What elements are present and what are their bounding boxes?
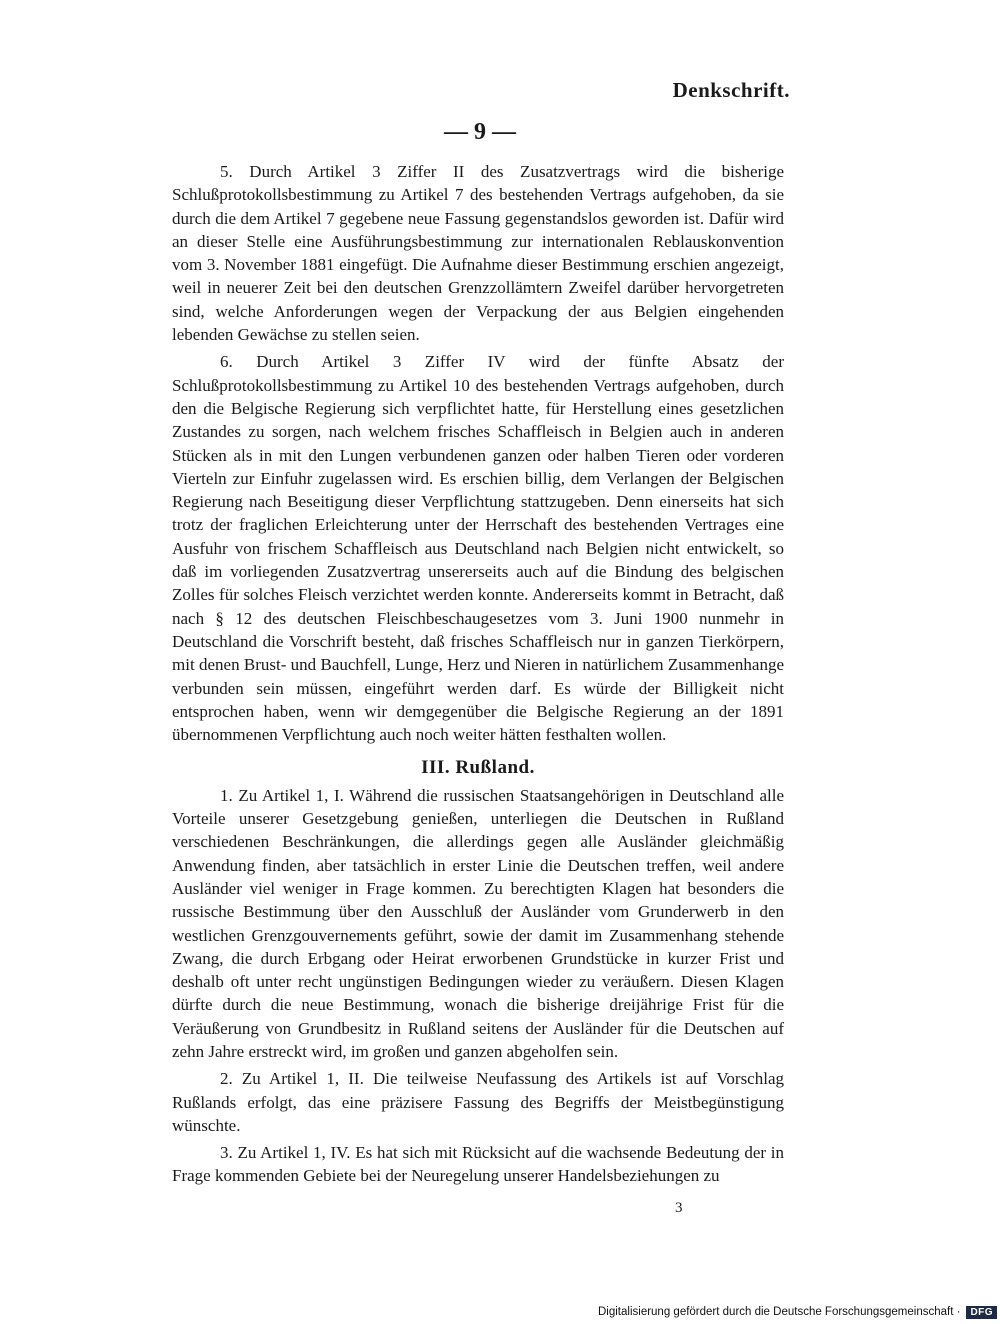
body-text	[172, 160, 784, 1188]
section-paragraph-1: 1. Zu Artikel 1, I. Während die russischen Staatsangehörigen in Deutschland alle Vorteile unserer Gesetzgebung genießen, unterliegen die Deutschen in Rußland verschiedenen Beschränkungen, die allerdings gegen alle Ausländer gleichmäßig Anwendung finden, aber tatsächlich in erster Linie die Deutschen treffen, weil andere Ausländer viel weniger in Frage kommen. Zu berechtigten Klagen hat besonders die russische Bestimmung über den Ausschluß der Ausländer vom Grunderwerb in den westlichen Grenzgouvernements geführt, sowie der damit im Zusammenhang stehende Zwang, die durch Erbgang oder Heirat erworbenen Grundstücke in kurzer Frist und deshalb oft unter recht ungünstigen Bedingungen wieder zu veräußern. Diesen Klagen dürfte durch die neue Bestimmung, wonach die bisherige dreijährige Frist für die Veräußerung von Grundbesitz in Rußland seitens der Ausländer für die Deutschen auf zehn Jahre erstreckt wird, im großen und ganzen abgeholfen sein.	[172, 785, 784, 1061]
dfg-logo-icon: DFG	[966, 1306, 997, 1319]
page-number: — 9 —	[444, 119, 516, 145]
credit-text: Digitalisierung gefördert durch die Deutsche Forschungsgemeinschaft ·	[598, 1306, 961, 1318]
section-paragraph-3: 3. Zu Artikel 1, IV. Es hat sich mit Rücksicht auf die wachsende Bedeutung der in Frage kommenden Gebiete bei der Neuregelung unserer Handelsbeziehungen zu	[172, 1143, 784, 1186]
paragraph-6: 6. Durch Artikel 3 Ziffer IV wird der fünfte Absatz der Schlußprotokollsbestimmung zu Artikel 10 des bestehenden Vertrags aufgehoben, durch den die Belgische Regierung sich verpflichtet hatte, für Herstellung eines gesetzlichen Zustandes zu sorgen, nach welchem frisches Schaffleisch in Belgien auch in anderen Stücken als in mit den Lungen verbundenen ganzen oder halben Tieren oder vorderen Vierteln zur Einfuhr zugelassen wird. Es erschien billig, dem Verlangen der Belgischen Regierung nach Beseitigung dieser Verpflichtung stattzugeben. Denn einerseits hat sich trotz der fraglichen Erleichterung unter der Herrschaft des bestehenden Vertrages eine Ausfuhr von frischem Schaffleisch aus Deutschland nach Belgien nicht entwickelt, so daß im vorliegenden Zusatzvertrag unsererseits auch auf die Bindung des belgischen Zolles für solches Fleisch verzichtet werden konnte. Andererseits kommt in Betracht, daß nach § 12 des deutschen Fleischbeschaugesetzes vom 3. Juni 1900 nunmehr in Deutschland die Vorschrift besteht, daß frisches Schaffleisch nur in ganzen Tierkörpern, mit denen Brust- und Bauchfell, Lunge, Herz und Nieren in natürlichem Zusammenhange verbunden sein müssen, eingeführt werden darf. Es würde der Billigkeit nicht entsprochen haben, wenn wir demgegenüber die Belgische Regierung an der 1891 übernommenen Verpflichtung auch noch weiter hätten festhalten wollen.	[172, 352, 784, 745]
paragraph-5: 5. Durch Artikel 3 Ziffer II des Zusatzvertrags wird die bisherige Schlußprotokollsbestimmung zu Artikel 7 des bestehenden Vertrags aufgehoben, da sie durch die dem Artikel 7 gegebene neue Fassung gegenstandslos geworden ist. Dafür wird an dieser Stelle eine Ausführungsbestimmung zur internationalen Reblauskonvention vom 3. November 1881 eingefügt. Die Aufnahme dieser Bestimmung erschien angezeigt, weil in neuerer Zeit bei den deutschen Grenzzollämtern Zweifel darüber hervorgetreten sind, welche Anforderungen wegen der Verpackung der aus Belgien eingehenden lebenden Gewächse zu stellen seien.	[172, 162, 784, 345]
section-paragraph-2: 2. Zu Artikel 1, II. Die teilweise Neufassung des Artikels ist auf Vorschlag Rußlands erfolgt, das eine präzisere Fassung des Begriffs der Meistbegünstigung wünschte.	[172, 1069, 784, 1135]
sheet-number: 3	[675, 1200, 683, 1216]
document-title: Denkschrift.	[672, 78, 790, 102]
section-heading-russland: III. Rußland.	[421, 757, 535, 779]
digitization-credit	[598, 1303, 997, 1321]
